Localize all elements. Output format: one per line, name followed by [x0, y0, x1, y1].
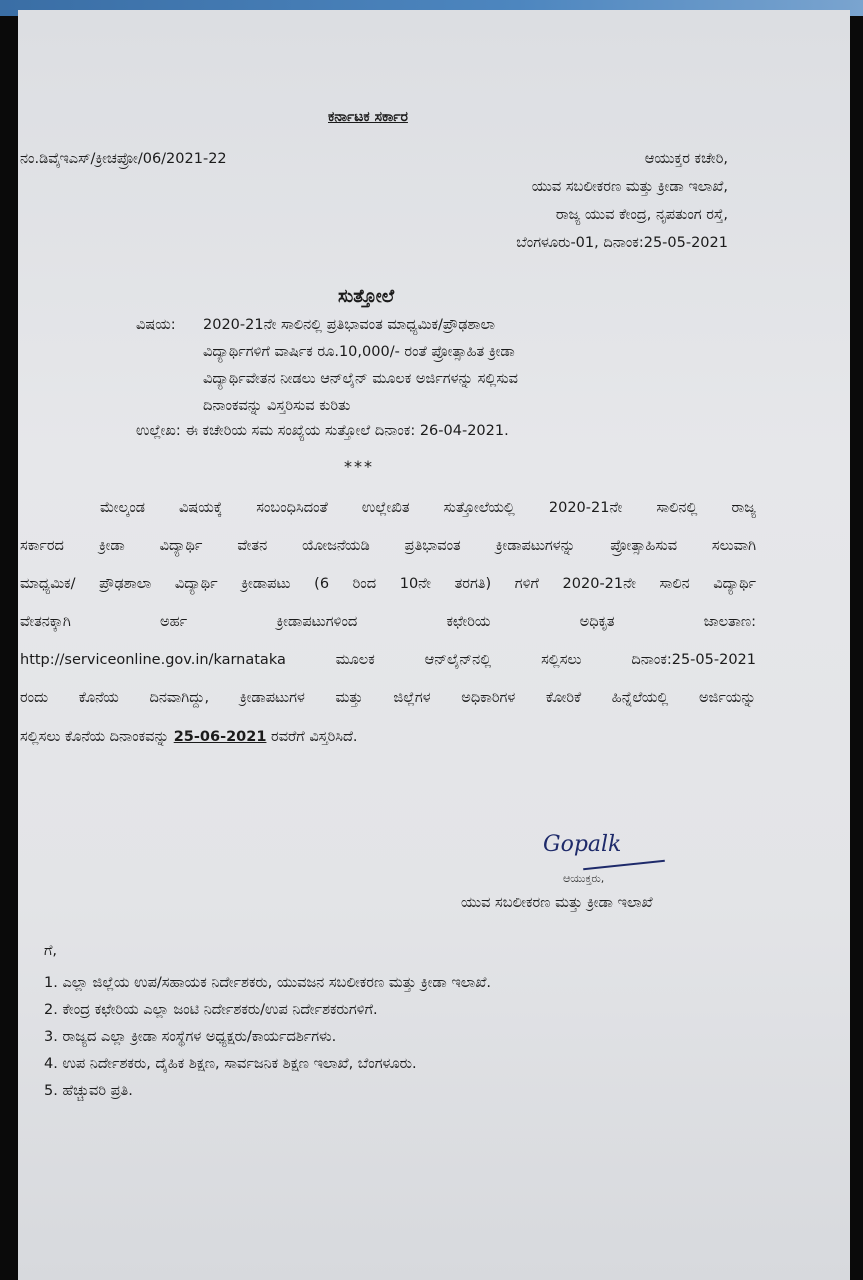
- body-line-4: ವೇತನಕ್ಕಾಗಿ ಅರ್ಹ ಕ್ರೀಡಾಪಟುಗಳಿಂದ ಕಛೇರಿಯ ಅಧಿಕೃತ ಜಾಲತಾಣ:: [20, 614, 756, 630]
- body-line-3: ಮಾಧ್ಯಮಿಕ/ ಪ್ರೌಢಶಾಲಾ ವಿದ್ಯಾರ್ಥಿ ಕ್ರೀಡಾಪಟು (6 ರಿಂದ 10ನೇ ತರಗತಿ) ಗಳಿಗೆ 2020-21ನೇ ಸಾಲಿನ ವಿದ್ಯಾರ್ಥಿ: [20, 576, 756, 592]
- reference-line: ಉಲ್ಲೇಖ: ಈ ಕಚೇರಿಯ ಸಮ ಸಂಖ್ಯೆಯ ಸುತ್ತೋಲೆ ದಿನಾಂಕ: 26-04-2021.: [136, 423, 509, 439]
- recipient-item: 1. ಎಲ್ಲಾ ಜಿಲ್ಲೆಯ ಉಪ/ಸಹಾಯಕ ನಿರ್ದೇಶಕರು, ಯುವಜನ ಸಬಲೀಕರಣ ಮತ್ತು ಕ್ರೀಡಾ ಇಲಾಖೆ.: [44, 975, 492, 991]
- extended-date: 25-06-2021: [173, 729, 267, 745]
- recipient-item: 3. ರಾಜ್ಯದ ಎಲ್ಲಾ ಕ್ರೀಡಾ ಸಂಸ್ಥೆಗಳ ಅಧ್ಯಕ್ಷರು/ಕಾರ್ಯದರ್ಶಿಗಳು.: [44, 1029, 337, 1045]
- recipient-item: 4. ಉಪ ನಿರ್ದೇಶಕರು, ದೈಹಿಕ ಶಿಕ್ಷಣ, ಸಾರ್ವಜನಿಕ ಶಿಕ್ಷಣ ಇಲಾಖೆ, ಬೆಂಗಳೂರು.: [44, 1056, 417, 1072]
- body-line-5: http://serviceonline.gov.in/karnataka ಮೂಲಕ ಆನ್‌ಲೈನ್‌ನಲ್ಲಿ ಸಲ್ಲಿಸಲು ದಿನಾಂಕ:25-05-2021: [20, 652, 756, 668]
- separator-stars: ***: [344, 457, 374, 476]
- subject-line-4: ದಿನಾಂಕವನ್ನು ವಿಸ್ತರಿಸುವ ಕುರಿತು: [203, 398, 351, 414]
- address-line-3: ರಾಜ್ಯ ಯುವ ಕೇಂದ್ರ, ನೃಪತುಂಗ ರಸ್ತೆ,: [555, 207, 728, 223]
- body-last-prefix: ಸಲ್ಲಿಸಲು ಕೊನೆಯ ದಿನಾಂಕವನ್ನು: [20, 729, 174, 745]
- reference-number: ನಂ.ಡಿವೈಇಎಸ್/ಕ್ರೀಚಪ್ರೋ/06/2021-22: [20, 151, 227, 167]
- address-line-4: ಬೆಂಗಳೂರು-01, ದಿನಾಂಕ:25-05-2021: [516, 235, 728, 251]
- body-line-2: ಸರ್ಕಾರದ ಕ್ರೀಡಾ ವಿದ್ಯಾರ್ಥಿ ವೇತನ ಯೋಜನೆಯಡಿ ಪ್ರತಿಭಾವಂತ ಕ್ರೀಡಾಪಟುಗಳನ್ನು ಪ್ರೋತ್ಸಾಹಿಸುವ ಸಲುವಾಗಿ: [20, 538, 756, 554]
- signatory-department: ಯುವ ಸಬಲೀಕರಣ ಮತ್ತು ಕ್ರೀಡಾ ಇಲಾಖೆ: [461, 895, 653, 911]
- recipient-item: 2. ಕೇಂದ್ರ ಕಛೇರಿಯ ಎಲ್ಲಾ ಜಂಟಿ ನಿರ್ದೇಶಕರು/ಉಪ ನಿರ್ದೇಶಕರುಗಳಿಗೆ.: [44, 1002, 378, 1018]
- subject-line-2: ವಿದ್ಯಾರ್ಥಿಗಳಿಗೆ ವಾರ್ಷಿಕ ರೂ.10,000/- ರಂತೆ ಪ್ರೋತ್ಸಾಹಿತ ಕ್ರೀಡಾ: [203, 344, 515, 360]
- circular-title: ಸುತ್ತೋಲೆ: [338, 286, 395, 307]
- recipients-label: ಗೆ,: [44, 943, 58, 959]
- circular-document: [18, 10, 850, 1280]
- subject-line-1: 2020-21ನೇ ಸಾಲಿನಲ್ಲಿ ಪ್ರತಿಭಾವಂತ ಮಾಧ್ಯಮಿಕ/ಪ್ರೌಢಶಾಲಾ: [203, 317, 496, 333]
- subject-line-3: ವಿದ್ಯಾರ್ಥಿವೇತನ ನೀಡಲು ಆನ್‌ಲೈನ್ ಮೂಲಕ ಅರ್ಜಿಗಳನ್ನು ಸಲ್ಲಿಸುವ: [203, 371, 518, 387]
- signature-stroke: [583, 860, 665, 871]
- signatory-designation: ಆಯುಕ್ತರು,: [563, 872, 605, 885]
- address-line-1: ಆಯುಕ್ತರ ಕಚೇರಿ,: [644, 151, 728, 167]
- government-heading: ಕರ್ನಾಟಕ ಸರ್ಕಾರ: [328, 109, 408, 125]
- body-line-7: [20, 728, 358, 746]
- handwritten-signature: Gopalk: [543, 832, 622, 857]
- address-line-2: ಯುವ ಸಬಲೀಕರಣ ಮತ್ತು ಕ್ರೀಡಾ ಇಲಾಖೆ,: [531, 179, 728, 195]
- body-last-suffix: ರವರೆಗೆ ವಿಸ್ತರಿಸಿದೆ.: [266, 729, 358, 745]
- recipient-item: 5. ಹೆಚ್ಚುವರಿ ಪ್ರತಿ.: [44, 1083, 133, 1099]
- body-line-6: ರಂದು ಕೊನೆಯ ದಿನವಾಗಿದ್ದು, ಕ್ರೀಡಾಪಟುಗಳ ಮತ್ತು ಜಿಲ್ಲೆಗಳ ಅಧಿಕಾರಿಗಳ ಕೋರಿಕೆ ಹಿನ್ನೆಲೆಯಲ್ಲಿ ಅರ್ಜಿಯನ್ನು: [20, 690, 756, 706]
- subject-label: ವಿಷಯ:: [136, 317, 176, 333]
- body-line-1: ಮೇಲ್ಕಂಡ ವಿಷಯಕ್ಕೆ ಸಂಬಂಧಿಸಿದಂತೆ ಉಲ್ಲೇಖಿತ ಸುತ್ತೋಲೆಯಲ್ಲಿ 2020-21ನೇ ಸಾಲಿನಲ್ಲಿ ರಾಜ್ಯ: [100, 500, 756, 516]
